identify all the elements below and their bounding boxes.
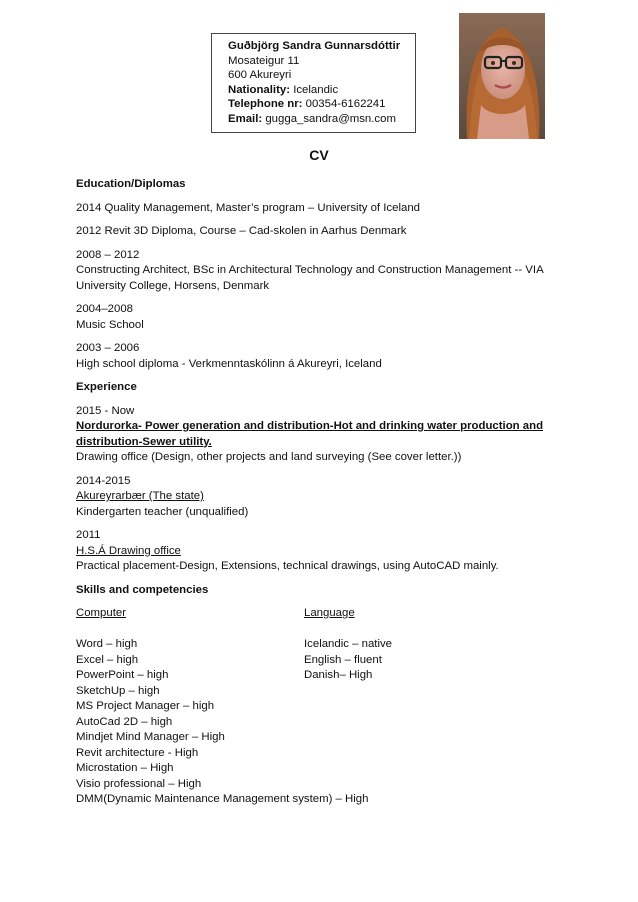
skill-item: DMM(Dynamic Maintenance Management system) – High bbox=[76, 793, 369, 805]
education-line: 2008 – 2012 bbox=[76, 248, 140, 261]
profile-photo bbox=[459, 13, 545, 139]
education-item bbox=[76, 201, 546, 217]
nationality-label: Nationality: bbox=[228, 83, 291, 96]
experience-employer: H.S.Á Drawing office bbox=[76, 544, 181, 557]
skill-item: Excel – high bbox=[76, 653, 139, 666]
education-line: Constructing Architect, BSc in Architectural Technology and Construction Management -- VIA bbox=[76, 264, 544, 276]
experience-years: 2014-2015 bbox=[76, 474, 131, 487]
education-line: High school diploma - Verkmenntaskólinn á Akureyri, Iceland bbox=[76, 357, 382, 370]
experience-item bbox=[76, 528, 546, 575]
experience-years: 2015 - Now bbox=[76, 404, 135, 417]
contact-phone bbox=[228, 97, 415, 112]
education-item bbox=[76, 248, 546, 295]
language-item: Icelandic – native bbox=[304, 638, 393, 650]
phone-value: 00354-6162241 bbox=[302, 98, 386, 110]
skills-columns bbox=[76, 606, 546, 816]
experience-item bbox=[76, 404, 546, 466]
contact-nationality bbox=[228, 83, 415, 98]
experience-heading: Experience bbox=[76, 381, 137, 393]
education-item bbox=[76, 224, 546, 240]
skill-item: MS Project Manager – high bbox=[76, 700, 215, 712]
education-line: 2012 Revit 3D Diploma, Course – Cad-skolen in Aarhus Denmark bbox=[76, 225, 407, 237]
cv-content bbox=[76, 177, 546, 816]
education-item bbox=[76, 341, 546, 372]
skill-item: Microstation – High bbox=[76, 762, 174, 774]
skill-item: Word – high bbox=[76, 638, 138, 650]
language-heading: Language bbox=[304, 607, 355, 619]
skill-item: Visio professional – High bbox=[76, 777, 202, 790]
portrait-image bbox=[459, 13, 545, 139]
contact-street: Mosateigur 11 bbox=[228, 54, 300, 67]
experience-years: 2011 bbox=[76, 529, 101, 541]
language-item: Danish– High bbox=[304, 669, 373, 681]
phone-label: Telephone nr: bbox=[228, 98, 303, 110]
contact-name: Guðbjörg Sandra Gunnarsdóttir bbox=[228, 40, 401, 52]
cv-title: CV bbox=[309, 147, 329, 163]
education-item bbox=[76, 302, 546, 333]
experience-description: Drawing office (Design, other projects and land surveying (See cover letter.)) bbox=[76, 451, 462, 463]
education-line: University College, Horsens, Denmark bbox=[76, 279, 270, 292]
experience-description: Practical placement-Design, Extensions, technical drawings, using AutoCAD mainly. bbox=[76, 560, 499, 572]
skill-item: SketchUp – high bbox=[76, 684, 160, 697]
contact-city: 600 Akureyri bbox=[228, 69, 292, 81]
contact-email bbox=[228, 112, 415, 127]
education-line: 2003 – 2006 bbox=[76, 342, 140, 354]
experience-employer: Nordurorka- Power generation and distribution-Hot and drinking water production and bbox=[76, 420, 544, 432]
language-item: English – fluent bbox=[304, 653, 382, 666]
education-line: Music School bbox=[76, 318, 144, 331]
experience-item bbox=[76, 474, 546, 521]
skill-item: Mindjet Mind Manager – High bbox=[76, 731, 225, 743]
skill-item: PowerPoint – high bbox=[76, 669, 169, 681]
experience-description: Kindergarten teacher (unqualified) bbox=[76, 505, 249, 518]
skill-item: AutoCad 2D – high bbox=[76, 715, 173, 728]
skill-item: Revit architecture - High bbox=[76, 746, 199, 759]
email-label: Email: bbox=[228, 112, 263, 125]
experience-employer: Akureyrarbær (The state) bbox=[76, 490, 204, 502]
education-line: 2014 Quality Management, Master’s program – University of Iceland bbox=[76, 201, 420, 214]
computer-heading: Computer bbox=[76, 607, 127, 619]
contact-box bbox=[211, 33, 416, 133]
education-heading: Education/Diplomas bbox=[76, 178, 186, 190]
language-skills-column bbox=[304, 606, 392, 684]
email-value: gugga_sandra@msn.com bbox=[262, 112, 396, 125]
experience-employer: distribution-Sewer utility. bbox=[76, 435, 212, 448]
education-line: 2004–2008 bbox=[76, 303, 134, 315]
nationality-value: Icelandic bbox=[290, 83, 339, 96]
skills-heading: Skills and competencies bbox=[76, 583, 209, 596]
